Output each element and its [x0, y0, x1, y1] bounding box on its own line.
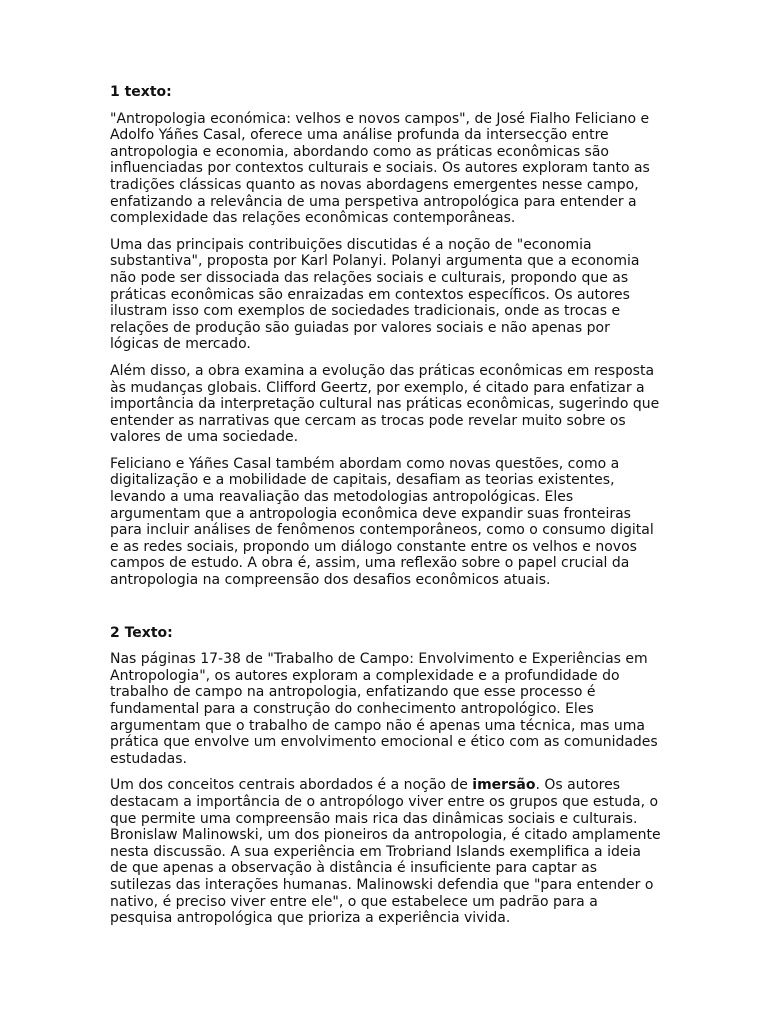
section-2-heading: 2 Texto: [110, 624, 173, 641]
emphasized-term: imersão [472, 777, 536, 794]
section-1-paragraph-3: Além disso, a obra examina a evolução das práticas econômicas em resposta às mudanças globais. Clifford Geertz, por exemplo, é citado para enfatizar a importância da interpretação cultural nas práticas econômicas, sugerindo que entender as narrativas que cercam as trocas pode revelar muito sobre os valores de uma sociedade. [110, 362, 660, 446]
section-1-paragraph-2: Uma das principais contribuições discutidas é a noção de "economia substantiva", proposta por Karl Polanyi. Polanyi argumenta que a economia não pode ser dissociada das relações sociais e culturais, propondo que as práticas econômicas são enraizadas em contextos específicos. Os autores ilustram isso com exemplos de sociedades tradicionais, onde as trocas e relações de produção são guiadas por valores sociais e não apenas por lógicas de mercado. [110, 236, 640, 353]
document-page [110, 84, 662, 937]
section-1-paragraph-4: Feliciano e Yáñes Casal também abordam como novas questões, como a digitalização e a mobilidade de capitais, desafiam as teorias existentes, levando a uma reavaliação das metodologias antropológicas. Eles argumentam que a antropologia econômica deve expandir suas fronteiras para incluir análises de fenômenos contemporâneos, como o consumo digital e as redes sociais, propondo um diálogo constante entre os velhos e novos campos de estudo. A obra é, assim, uma reflexão sobre o papel crucial da antropologia na compreensão dos desafios econômicos atuais. [110, 455, 654, 589]
section-2-paragraph-2 [110, 777, 662, 926]
section-1-heading: 1 texto: [110, 84, 172, 100]
section-spacer [110, 599, 662, 625]
paragraph-text-after: . Os autores destacam a importância de o antropólogo viver entre os grupos que estuda, o que permite uma compreensão mais rica das dinâmicas sociais e culturais. Bronislaw Malinowski, um dos pioneiros da antropologia, é citado amplamente nesta discussão. A sua experiência em Trobriand Islands exemplifica a ideia de que apenas a observação à distância é insuficiente para captar as sutilezas das interações humanas. Malinowski defendia que "para entender o nativo, é preciso viver entre ele", o que estabelece um padrão para a pesquisa antropológica que prioriza a experiência vivida. [110, 777, 661, 927]
paragraph-text-before: Um dos conceitos centrais abordados é a noção de [110, 777, 473, 794]
section-2-paragraph-1: Nas páginas 17-38 de "Trabalho de Campo: Envolvimento e Experiências em Antropologia", os autores exploram a complexidade e a profundidade do trabalho de campo na antropologia, enfatizando que esse processo é fundamental para a construção do conhecimento antropológico. Eles argumentam que o trabalho de campo não é apenas uma técnica, mas uma prática que envolve um envolvimento emocional e ético com as comunidades estudadas. [110, 651, 658, 767]
section-1-paragraph-1: "Antropologia económica: velhos e novos campos", de José Fialho Feliciano e Adolfo Yáñes Casal, oferece uma análise profunda da intersecção entre antropologia e economia, abordando como as práticas econômicas são influenciadas por contextos culturais e sociais. Os autores exploram tanto as tradições clássicas quanto as novas abordagens emergentes nesse campo, enfatizando a relevância de uma perspetiva antropológica para entender a complexidade das relações econômicas contemporâneas. [110, 110, 650, 227]
